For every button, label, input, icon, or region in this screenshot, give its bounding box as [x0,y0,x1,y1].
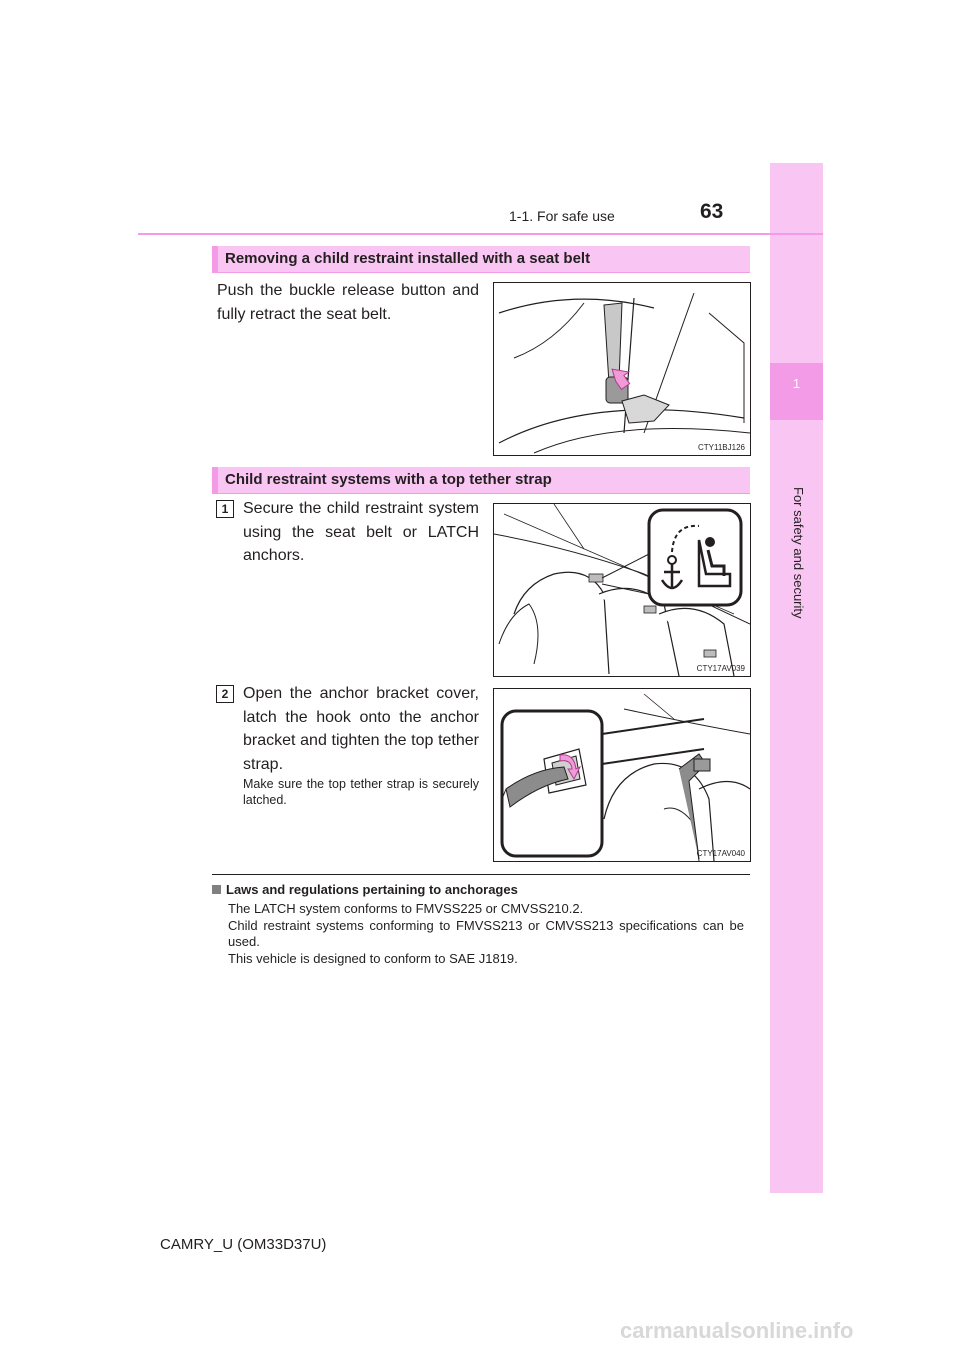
figure-code: CTY17AV039 [696,664,745,673]
section-heading-bar [212,467,750,494]
step-1-text: Secure the child restraint system using the seat belt or LATCH anchors. [243,500,479,564]
step-2-text: Open the anchor bracket cover, latch the hook onto the anchor bracket and tighten the top tether strap. [243,685,479,773]
step-number-1: 1 [216,500,234,518]
notes-heading [212,882,518,897]
figure-code: CTY17AV040 [696,849,745,858]
buckle-release-figure [493,282,751,456]
header-rule [138,233,823,235]
notes-rule [212,874,750,875]
latch-anchor-figure [493,503,751,677]
notes-body [228,901,744,967]
section-label: 1-1. For safe use [509,208,615,224]
chapter-number-tab [770,363,823,420]
chapter-title: For safety and security [791,487,806,619]
notes-line: Child restraint systems conforming to FMVSS213 or CMVSS213 specifications can be used. [228,917,744,949]
instruction-text: Push the buckle release button and fully retract the seat belt. [217,282,479,323]
figure-code: CTY11BJ126 [698,443,745,452]
square-bullet-icon [212,885,221,894]
watermark: carmanualsonline.info [620,1318,854,1343]
top-tether-illustration [494,689,750,861]
chapter-side-tab [770,163,823,1193]
notes-title: Laws and regulations pertaining to anchorages [226,882,518,897]
manual-id: CAMRY_U (OM33D37U) [160,1236,327,1253]
page-number: 63 [700,200,724,223]
step-number-2: 2 [216,685,234,703]
latch-anchor-illustration [494,504,750,676]
section-heading: Removing a child restraint installed with a seat belt [225,250,591,267]
notes-line: The LATCH system conforms to FMVSS225 or CMVSS210.2. [228,901,584,916]
notes-line: This vehicle is designed to conform to SAE J1819. [228,950,518,966]
seat-belt-buckle-illustration [494,283,750,455]
heading-accent [212,467,218,493]
step-2-note: Make sure the top tether strap is securely latched. [243,777,479,807]
top-tether-figure [493,688,751,862]
heading-accent [212,246,218,272]
chapter-number: 1 [792,376,801,391]
section-heading: Child restraint systems with a top tether strap [225,471,552,488]
section-heading-bar [212,246,750,273]
